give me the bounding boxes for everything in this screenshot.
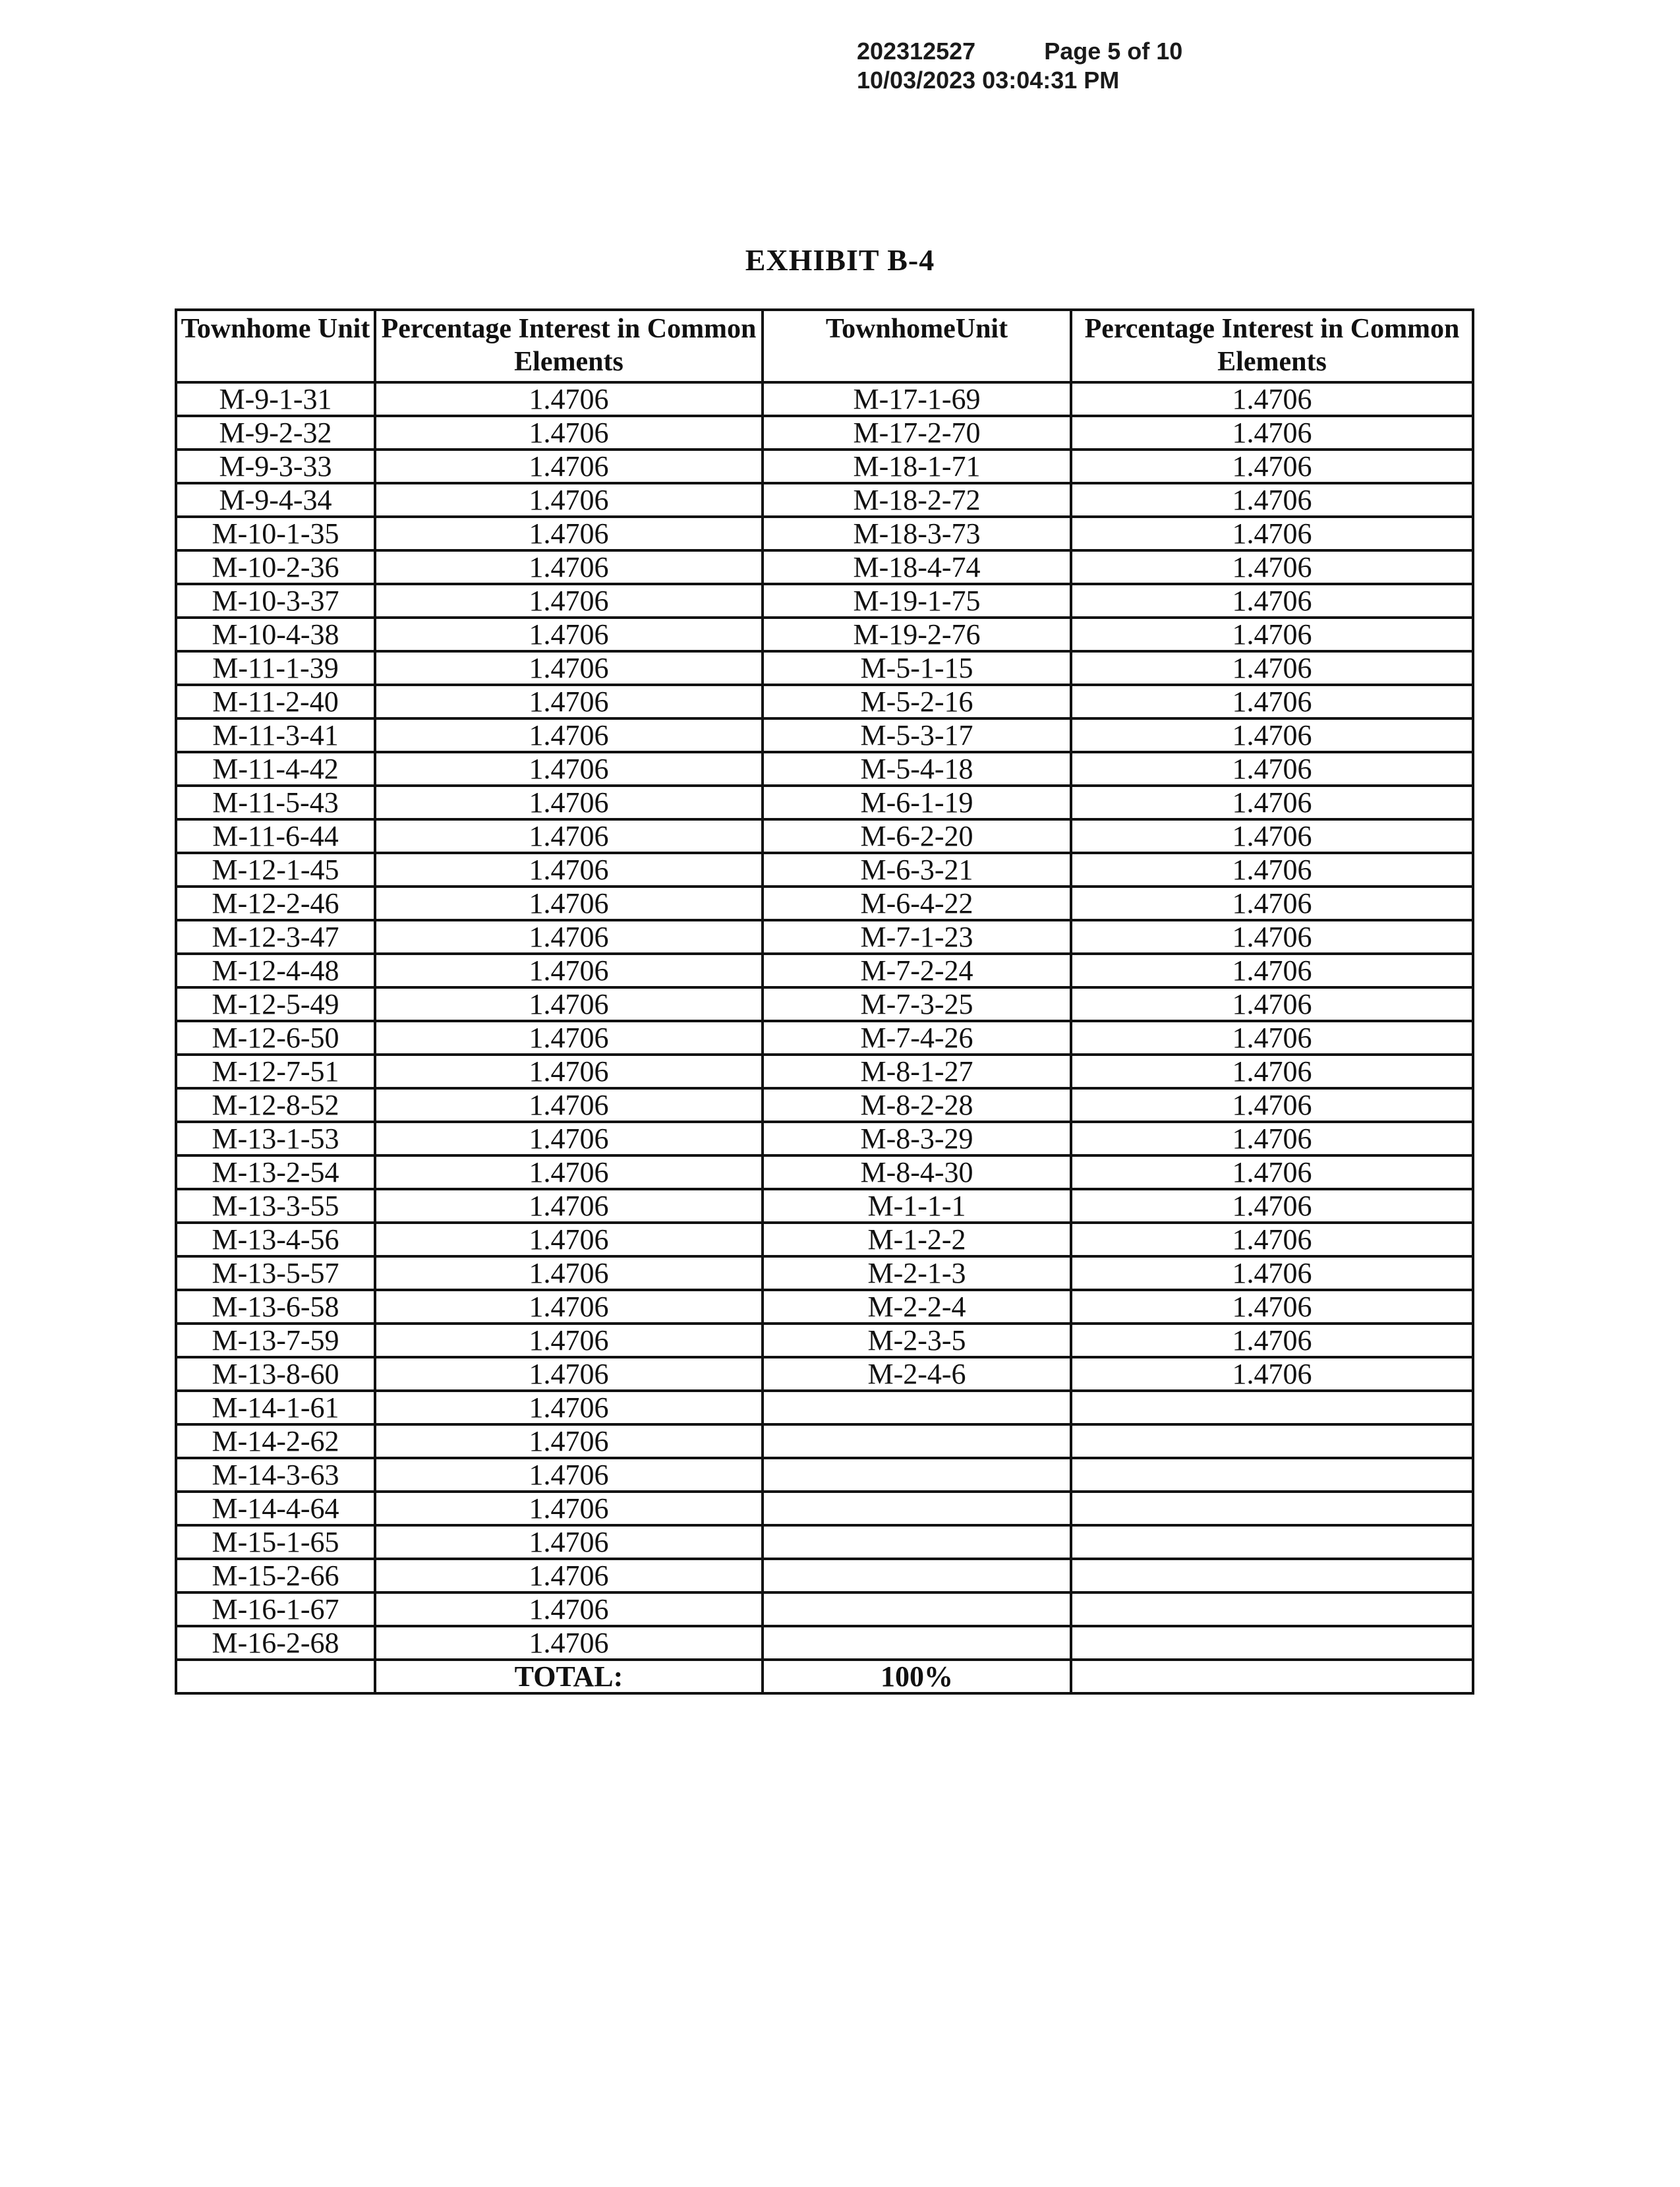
percentage-cell: 1.4706 <box>1071 550 1473 584</box>
percentage-cell: 1.4706 <box>1071 1223 1473 1256</box>
unit-cell: M-2-2-4 <box>763 1290 1071 1324</box>
recording-stamp <box>857 37 1182 95</box>
unit-cell: M-15-1-65 <box>176 1525 375 1559</box>
table-row <box>176 1290 1473 1324</box>
unit-cell: M-13-7-59 <box>176 1324 375 1357</box>
percentage-cell: 1.4706 <box>1071 1290 1473 1324</box>
percentage-cell: 1.4706 <box>375 1256 763 1290</box>
percentage-cell: 1.4706 <box>375 1626 763 1660</box>
percentage-cell: 1.4706 <box>375 1055 763 1088</box>
unit-cell: M-7-1-23 <box>763 920 1071 954</box>
table-row <box>176 1021 1473 1055</box>
unit-cell: M-13-4-56 <box>176 1223 375 1256</box>
table-row <box>176 1223 1473 1256</box>
unit-cell: M-5-2-16 <box>763 685 1071 718</box>
unit-cell: M-13-2-54 <box>176 1155 375 1189</box>
percentage-cell: 1.4706 <box>375 920 763 954</box>
unit-cell: M-1-2-2 <box>763 1223 1071 1256</box>
table-row <box>176 1088 1473 1122</box>
percentage-cell: 1.4706 <box>1071 1324 1473 1357</box>
unit-cell: M-12-8-52 <box>176 1088 375 1122</box>
percentage-cell: 1.4706 <box>1071 416 1473 450</box>
unit-cell <box>763 1492 1071 1525</box>
unit-cell: M-13-3-55 <box>176 1189 375 1223</box>
percentage-cell: 1.4706 <box>375 1290 763 1324</box>
unit-cell: M-10-3-37 <box>176 584 375 618</box>
percentage-cell: 1.4706 <box>375 1424 763 1458</box>
unit-cell: M-10-2-36 <box>176 550 375 584</box>
unit-cell: M-5-3-17 <box>763 718 1071 752</box>
percentage-cell: 1.4706 <box>375 752 763 786</box>
percentage-cell: 1.4706 <box>375 1122 763 1155</box>
total-empty-cell <box>176 1660 375 1693</box>
table-row <box>176 1189 1473 1223</box>
table-row <box>176 752 1473 786</box>
percentage-cell: 1.4706 <box>1071 786 1473 819</box>
percentage-cell: 1.4706 <box>375 1391 763 1424</box>
unit-cell: M-7-2-24 <box>763 954 1071 987</box>
total-label: TOTAL: <box>375 1660 763 1693</box>
table-row <box>176 853 1473 887</box>
unit-cell: M-8-3-29 <box>763 1122 1071 1155</box>
unit-cell <box>763 1626 1071 1660</box>
unit-cell: M-8-1-27 <box>763 1055 1071 1088</box>
unit-cell: M-12-4-48 <box>176 954 375 987</box>
percentage-cell: 1.4706 <box>1071 752 1473 786</box>
unit-cell: M-19-2-76 <box>763 618 1071 651</box>
table-row <box>176 987 1473 1021</box>
page-indicator: Page 5 of 10 <box>1044 38 1183 65</box>
percentage-cell: 1.4706 <box>375 651 763 685</box>
table-row <box>176 584 1473 618</box>
percentage-cell: 1.4706 <box>1071 819 1473 853</box>
percentage-cell: 1.4706 <box>1071 954 1473 987</box>
percentage-cell: 1.4706 <box>1071 853 1473 887</box>
table-row <box>176 1155 1473 1189</box>
table-header-row <box>176 310 1473 382</box>
percentage-cell: 1.4706 <box>375 1189 763 1223</box>
unit-cell: M-9-3-33 <box>176 450 375 483</box>
percentage-cell: 1.4706 <box>375 1525 763 1559</box>
percentage-cell: 1.4706 <box>1071 382 1473 416</box>
percentage-cell: 1.4706 <box>375 1458 763 1492</box>
percentage-cell <box>1071 1492 1473 1525</box>
percentage-cell: 1.4706 <box>375 1559 763 1592</box>
table-row <box>176 1055 1473 1088</box>
table-row <box>176 1458 1473 1492</box>
percentage-cell: 1.4706 <box>1071 517 1473 550</box>
percentage-cell: 1.4706 <box>375 1492 763 1525</box>
unit-cell: M-14-2-62 <box>176 1424 375 1458</box>
percentage-cell: 1.4706 <box>375 987 763 1021</box>
unit-cell: M-18-2-72 <box>763 483 1071 517</box>
unit-cell: M-9-2-32 <box>176 416 375 450</box>
unit-cell: M-14-1-61 <box>176 1391 375 1424</box>
table-row <box>176 819 1473 853</box>
table-row <box>176 920 1473 954</box>
percentage-cell: 1.4706 <box>1071 1189 1473 1223</box>
table-body <box>176 382 1473 1693</box>
percentage-cell: 1.4706 <box>1071 584 1473 618</box>
percentage-cell: 1.4706 <box>375 786 763 819</box>
unit-cell: M-12-3-47 <box>176 920 375 954</box>
unit-cell: M-10-1-35 <box>176 517 375 550</box>
total-row <box>176 1660 1473 1693</box>
table-row <box>176 1525 1473 1559</box>
percentage-cell: 1.4706 <box>375 450 763 483</box>
unit-cell: M-6-2-20 <box>763 819 1071 853</box>
percentage-cell: 1.4706 <box>375 685 763 718</box>
unit-cell: M-14-4-64 <box>176 1492 375 1525</box>
unit-cell: M-7-4-26 <box>763 1021 1071 1055</box>
percentage-cell: 1.4706 <box>1071 1122 1473 1155</box>
percentage-cell: 1.4706 <box>1071 1088 1473 1122</box>
unit-cell: M-6-3-21 <box>763 853 1071 887</box>
total-value: 100% <box>763 1660 1071 1693</box>
percentage-cell: 1.4706 <box>1071 450 1473 483</box>
unit-cell <box>763 1458 1071 1492</box>
percentage-cell: 1.4706 <box>375 483 763 517</box>
unit-cell: M-14-3-63 <box>176 1458 375 1492</box>
percentage-cell: 1.4706 <box>375 718 763 752</box>
unit-cell: M-8-2-28 <box>763 1088 1071 1122</box>
unit-cell: M-13-1-53 <box>176 1122 375 1155</box>
percentage-cell: 1.4706 <box>1071 618 1473 651</box>
unit-cell <box>763 1424 1071 1458</box>
unit-cell: M-11-5-43 <box>176 786 375 819</box>
percentage-cell: 1.4706 <box>375 584 763 618</box>
percentage-cell: 1.4706 <box>1071 483 1473 517</box>
unit-cell: M-6-1-19 <box>763 786 1071 819</box>
header-townhome-unit-2: TownhomeUnit <box>763 310 1071 382</box>
percentage-cell: 1.4706 <box>375 550 763 584</box>
table-row <box>176 450 1473 483</box>
unit-cell: M-1-1-1 <box>763 1189 1071 1223</box>
percentage-cell: 1.4706 <box>375 853 763 887</box>
table-row <box>176 1492 1473 1525</box>
table-row <box>176 1592 1473 1626</box>
unit-cell: M-7-3-25 <box>763 987 1071 1021</box>
percentage-cell: 1.4706 <box>1071 651 1473 685</box>
unit-cell: M-19-1-75 <box>763 584 1071 618</box>
percentage-cell: 1.4706 <box>1071 1357 1473 1391</box>
percentage-cell: 1.4706 <box>375 819 763 853</box>
table-row <box>176 550 1473 584</box>
percentage-cell: 1.4706 <box>375 1357 763 1391</box>
recording-datetime: 10/03/2023 03:04:31 PM <box>857 67 1120 94</box>
percentage-cell: 1.4706 <box>1071 1055 1473 1088</box>
unit-cell: M-16-1-67 <box>176 1592 375 1626</box>
unit-cell: M-2-4-6 <box>763 1357 1071 1391</box>
percentage-cell: 1.4706 <box>375 618 763 651</box>
percentage-cell <box>1071 1525 1473 1559</box>
table-row <box>176 1324 1473 1357</box>
unit-cell: M-11-4-42 <box>176 752 375 786</box>
unit-cell: M-9-1-31 <box>176 382 375 416</box>
percentage-cell: 1.4706 <box>375 1155 763 1189</box>
unit-cell: M-6-4-22 <box>763 887 1071 920</box>
percentage-interest-table <box>175 308 1474 1695</box>
unit-cell: M-18-1-71 <box>763 450 1071 483</box>
total-empty-cell <box>1071 1660 1473 1693</box>
table-row <box>176 416 1473 450</box>
table-row <box>176 718 1473 752</box>
percentage-cell <box>1071 1458 1473 1492</box>
unit-cell <box>763 1559 1071 1592</box>
percentage-cell: 1.4706 <box>375 517 763 550</box>
unit-cell: M-13-6-58 <box>176 1290 375 1324</box>
table-row <box>176 1391 1473 1424</box>
percentage-cell: 1.4706 <box>375 416 763 450</box>
table-row <box>176 1559 1473 1592</box>
unit-cell: M-9-4-34 <box>176 483 375 517</box>
unit-cell: M-10-4-38 <box>176 618 375 651</box>
unit-cell: M-13-8-60 <box>176 1357 375 1391</box>
unit-cell: M-12-1-45 <box>176 853 375 887</box>
unit-cell: M-11-2-40 <box>176 685 375 718</box>
percentage-cell <box>1071 1424 1473 1458</box>
unit-cell: M-5-1-15 <box>763 651 1071 685</box>
unit-cell: M-17-2-70 <box>763 416 1071 450</box>
table-row <box>176 483 1473 517</box>
unit-cell: M-13-5-57 <box>176 1256 375 1290</box>
percentage-cell: 1.4706 <box>1071 1155 1473 1189</box>
unit-cell <box>763 1525 1071 1559</box>
unit-cell <box>763 1391 1071 1424</box>
exhibit-title: EXHIBIT B-4 <box>745 243 935 277</box>
unit-cell: M-2-3-5 <box>763 1324 1071 1357</box>
unit-cell: M-18-3-73 <box>763 517 1071 550</box>
table-row <box>176 954 1473 987</box>
percentage-cell: 1.4706 <box>375 1021 763 1055</box>
header-townhome-unit-1: Townhome Unit <box>176 310 375 382</box>
table-row <box>176 786 1473 819</box>
table-row <box>176 651 1473 685</box>
table-row <box>176 1626 1473 1660</box>
unit-cell: M-2-1-3 <box>763 1256 1071 1290</box>
table-row <box>176 382 1473 416</box>
percentage-cell: 1.4706 <box>375 382 763 416</box>
percentage-cell: 1.4706 <box>375 1223 763 1256</box>
percentage-cell: 1.4706 <box>1071 718 1473 752</box>
unit-cell: M-17-1-69 <box>763 382 1071 416</box>
header-percentage-interest-2: Percentage Interest in Common Elements <box>1071 310 1473 382</box>
percentage-cell: 1.4706 <box>375 954 763 987</box>
percentage-cell: 1.4706 <box>1071 1256 1473 1290</box>
percentage-cell <box>1071 1559 1473 1592</box>
table-row <box>176 685 1473 718</box>
unit-cell: M-18-4-74 <box>763 550 1071 584</box>
unit-cell: M-12-2-46 <box>176 887 375 920</box>
header-percentage-interest-1: Percentage Interest in Common Elements <box>375 310 763 382</box>
percentage-cell: 1.4706 <box>375 1324 763 1357</box>
table-row <box>176 1256 1473 1290</box>
unit-cell: M-16-2-68 <box>176 1626 375 1660</box>
table-row <box>176 517 1473 550</box>
percentage-cell: 1.4706 <box>1071 887 1473 920</box>
unit-cell: M-8-4-30 <box>763 1155 1071 1189</box>
table-row <box>176 1122 1473 1155</box>
unit-cell: M-12-5-49 <box>176 987 375 1021</box>
percentage-cell: 1.4706 <box>1071 685 1473 718</box>
percentage-cell <box>1071 1592 1473 1626</box>
unit-cell: M-11-1-39 <box>176 651 375 685</box>
percentage-cell: 1.4706 <box>1071 1021 1473 1055</box>
unit-cell: M-12-6-50 <box>176 1021 375 1055</box>
percentage-cell: 1.4706 <box>1071 987 1473 1021</box>
unit-cell <box>763 1592 1071 1626</box>
percentage-cell: 1.4706 <box>375 1592 763 1626</box>
table-row <box>176 887 1473 920</box>
unit-cell: M-5-4-18 <box>763 752 1071 786</box>
percentage-cell <box>1071 1626 1473 1660</box>
table-row <box>176 1357 1473 1391</box>
table-row <box>176 618 1473 651</box>
unit-cell: M-11-3-41 <box>176 718 375 752</box>
document-number: 202312527 <box>857 38 976 65</box>
unit-cell: M-12-7-51 <box>176 1055 375 1088</box>
table-row <box>176 1424 1473 1458</box>
percentage-cell <box>1071 1391 1473 1424</box>
unit-cell: M-11-6-44 <box>176 819 375 853</box>
percentage-cell: 1.4706 <box>375 887 763 920</box>
unit-cell: M-15-2-66 <box>176 1559 375 1592</box>
percentage-cell: 1.4706 <box>375 1088 763 1122</box>
percentage-cell: 1.4706 <box>1071 920 1473 954</box>
